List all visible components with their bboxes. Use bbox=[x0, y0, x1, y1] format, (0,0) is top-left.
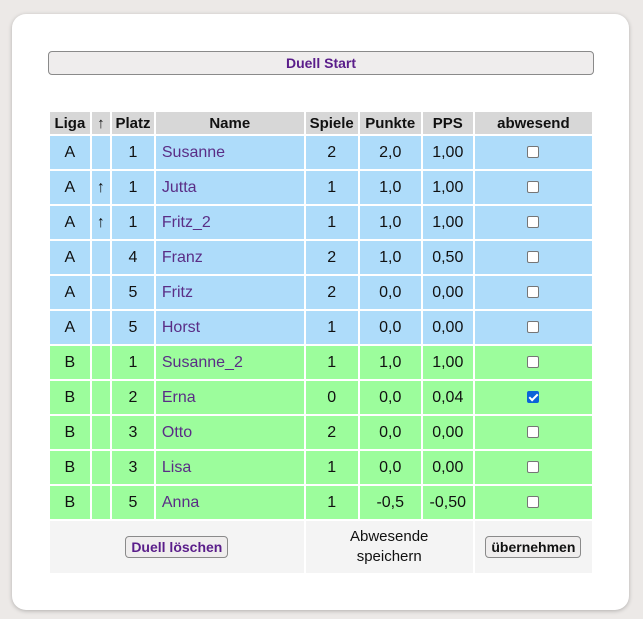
cell-platz: 3 bbox=[112, 416, 154, 449]
cell-arrow bbox=[92, 416, 110, 449]
cell-pps: 0,00 bbox=[423, 416, 473, 449]
cell-punkte: 1,0 bbox=[360, 346, 421, 379]
cell-name: Susanne bbox=[156, 136, 304, 169]
header-spiele: Spiele bbox=[306, 112, 358, 134]
cell-platz: 1 bbox=[112, 206, 154, 239]
cell-abwesend bbox=[475, 241, 592, 274]
cell-punkte: 1,0 bbox=[360, 241, 421, 274]
cell-pps: 1,00 bbox=[423, 136, 473, 169]
abwesend-checkbox[interactable] bbox=[527, 146, 539, 158]
cell-liga: B bbox=[50, 381, 90, 414]
standings-table bbox=[48, 110, 594, 575]
cell-pps: 1,00 bbox=[423, 171, 473, 204]
cell-pps: 0,00 bbox=[423, 451, 473, 484]
cell-arrow bbox=[92, 346, 110, 379]
cell-abwesend bbox=[475, 451, 592, 484]
abwesend-checkbox[interactable] bbox=[527, 461, 539, 473]
table-body bbox=[50, 136, 592, 519]
cell-abwesend bbox=[475, 171, 592, 204]
cell-name: Susanne_2 bbox=[156, 346, 304, 379]
header-name: Name bbox=[156, 112, 304, 134]
cell-liga: B bbox=[50, 486, 90, 519]
cell-pps: 0,00 bbox=[423, 311, 473, 344]
abwesend-checkbox[interactable] bbox=[527, 216, 539, 228]
cell-punkte: 0,0 bbox=[360, 416, 421, 449]
abwesend-checkbox[interactable] bbox=[527, 391, 539, 403]
cell-punkte: 0,0 bbox=[360, 451, 421, 484]
table-row bbox=[50, 346, 592, 379]
cell-platz: 2 bbox=[112, 381, 154, 414]
table-row bbox=[50, 206, 592, 239]
cell-abwesend bbox=[475, 276, 592, 309]
cell-liga: A bbox=[50, 171, 90, 204]
cell-platz: 5 bbox=[112, 486, 154, 519]
table-row bbox=[50, 276, 592, 309]
cell-spiele: 2 bbox=[306, 241, 358, 274]
cell-punkte: 0,0 bbox=[360, 311, 421, 344]
table-footer-row bbox=[50, 521, 592, 573]
cell-liga: B bbox=[50, 416, 90, 449]
cell-arrow bbox=[92, 451, 110, 484]
table-row bbox=[50, 381, 592, 414]
cell-pps: 1,00 bbox=[423, 346, 473, 379]
header-platz: Platz bbox=[112, 112, 154, 134]
cell-punkte: 0,0 bbox=[360, 276, 421, 309]
cell-pps: 0,00 bbox=[423, 276, 473, 309]
cell-platz: 3 bbox=[112, 451, 154, 484]
abwesend-checkbox[interactable] bbox=[527, 356, 539, 368]
cell-platz: 1 bbox=[112, 136, 154, 169]
cell-pps: -0,50 bbox=[423, 486, 473, 519]
cell-spiele: 1 bbox=[306, 171, 358, 204]
cell-name: Fritz_2 bbox=[156, 206, 304, 239]
abwesende-speichern-label bbox=[306, 527, 473, 567]
cell-arrow bbox=[92, 276, 110, 309]
cell-pps: 0,04 bbox=[423, 381, 473, 414]
header-punkte: Punkte bbox=[360, 112, 421, 134]
cell-platz: 5 bbox=[112, 276, 154, 309]
header-liga: Liga bbox=[50, 112, 90, 134]
cell-liga: A bbox=[50, 311, 90, 344]
cell-spiele: 1 bbox=[306, 206, 358, 239]
cell-liga: B bbox=[50, 451, 90, 484]
cell-punkte: 0,0 bbox=[360, 381, 421, 414]
cell-platz: 5 bbox=[112, 311, 154, 344]
header-abwesend: abwesend bbox=[475, 112, 592, 134]
table-row bbox=[50, 311, 592, 344]
cell-pps: 1,00 bbox=[423, 206, 473, 239]
cell-abwesend bbox=[475, 486, 592, 519]
cell-platz: 1 bbox=[112, 346, 154, 379]
cell-name: Otto bbox=[156, 416, 304, 449]
cell-platz: 1 bbox=[112, 171, 154, 204]
table-header-row bbox=[50, 112, 592, 134]
cell-arrow: ↑ bbox=[92, 206, 110, 239]
abwesend-checkbox[interactable] bbox=[527, 181, 539, 193]
cell-spiele: 1 bbox=[306, 486, 358, 519]
cell-platz: 4 bbox=[112, 241, 154, 274]
header-arrow: ↑ bbox=[92, 112, 110, 134]
header-pps: PPS bbox=[423, 112, 473, 134]
cell-abwesend bbox=[475, 136, 592, 169]
save-text-line1: Abwesende bbox=[350, 528, 429, 545]
cell-arrow bbox=[92, 381, 110, 414]
abwesend-checkbox[interactable] bbox=[527, 496, 539, 508]
uebernehmen-button[interactable]: übernehmen bbox=[485, 536, 581, 558]
cell-liga: B bbox=[50, 346, 90, 379]
abwesend-checkbox[interactable] bbox=[527, 286, 539, 298]
footer-save-cell bbox=[306, 521, 473, 573]
cell-name: Jutta bbox=[156, 171, 304, 204]
abwesend-checkbox[interactable] bbox=[527, 426, 539, 438]
duell-start-button[interactable]: Duell Start bbox=[48, 51, 594, 75]
cell-spiele: 2 bbox=[306, 136, 358, 169]
cell-abwesend bbox=[475, 311, 592, 344]
table-row bbox=[50, 241, 592, 274]
cell-spiele: 1 bbox=[306, 311, 358, 344]
cell-liga: A bbox=[50, 206, 90, 239]
cell-abwesend bbox=[475, 381, 592, 414]
cell-liga: A bbox=[50, 241, 90, 274]
cell-abwesend bbox=[475, 206, 592, 239]
cell-abwesend bbox=[475, 416, 592, 449]
cell-arrow bbox=[92, 311, 110, 344]
abwesend-checkbox[interactable] bbox=[527, 321, 539, 333]
cell-spiele: 0 bbox=[306, 381, 358, 414]
footer-apply-cell bbox=[475, 521, 592, 573]
table-row bbox=[50, 486, 592, 519]
table-row bbox=[50, 136, 592, 169]
cell-punkte: 1,0 bbox=[360, 171, 421, 204]
cell-arrow: ↑ bbox=[92, 171, 110, 204]
table-row bbox=[50, 416, 592, 449]
duell-loeschen-button[interactable]: Duell löschen bbox=[125, 536, 228, 558]
cell-liga: A bbox=[50, 276, 90, 309]
cell-name: Franz bbox=[156, 241, 304, 274]
save-text-line2: speichern bbox=[356, 548, 422, 565]
table-row bbox=[50, 451, 592, 484]
cell-name: Erna bbox=[156, 381, 304, 414]
cell-spiele: 1 bbox=[306, 346, 358, 379]
cell-arrow bbox=[92, 486, 110, 519]
cell-punkte: 2,0 bbox=[360, 136, 421, 169]
cell-pps: 0,50 bbox=[423, 241, 473, 274]
cell-spiele: 2 bbox=[306, 276, 358, 309]
cell-liga: A bbox=[50, 136, 90, 169]
table-row bbox=[50, 171, 592, 204]
cell-punkte: -0,5 bbox=[360, 486, 421, 519]
cell-name: Fritz bbox=[156, 276, 304, 309]
cell-name: Lisa bbox=[156, 451, 304, 484]
cell-arrow bbox=[92, 241, 110, 274]
cell-abwesend bbox=[475, 346, 592, 379]
cell-name: Anna bbox=[156, 486, 304, 519]
cell-name: Horst bbox=[156, 311, 304, 344]
abwesend-checkbox[interactable] bbox=[527, 251, 539, 263]
cell-spiele: 1 bbox=[306, 451, 358, 484]
footer-delete-cell bbox=[50, 521, 304, 573]
cell-punkte: 1,0 bbox=[360, 206, 421, 239]
cell-arrow bbox=[92, 136, 110, 169]
cell-spiele: 2 bbox=[306, 416, 358, 449]
